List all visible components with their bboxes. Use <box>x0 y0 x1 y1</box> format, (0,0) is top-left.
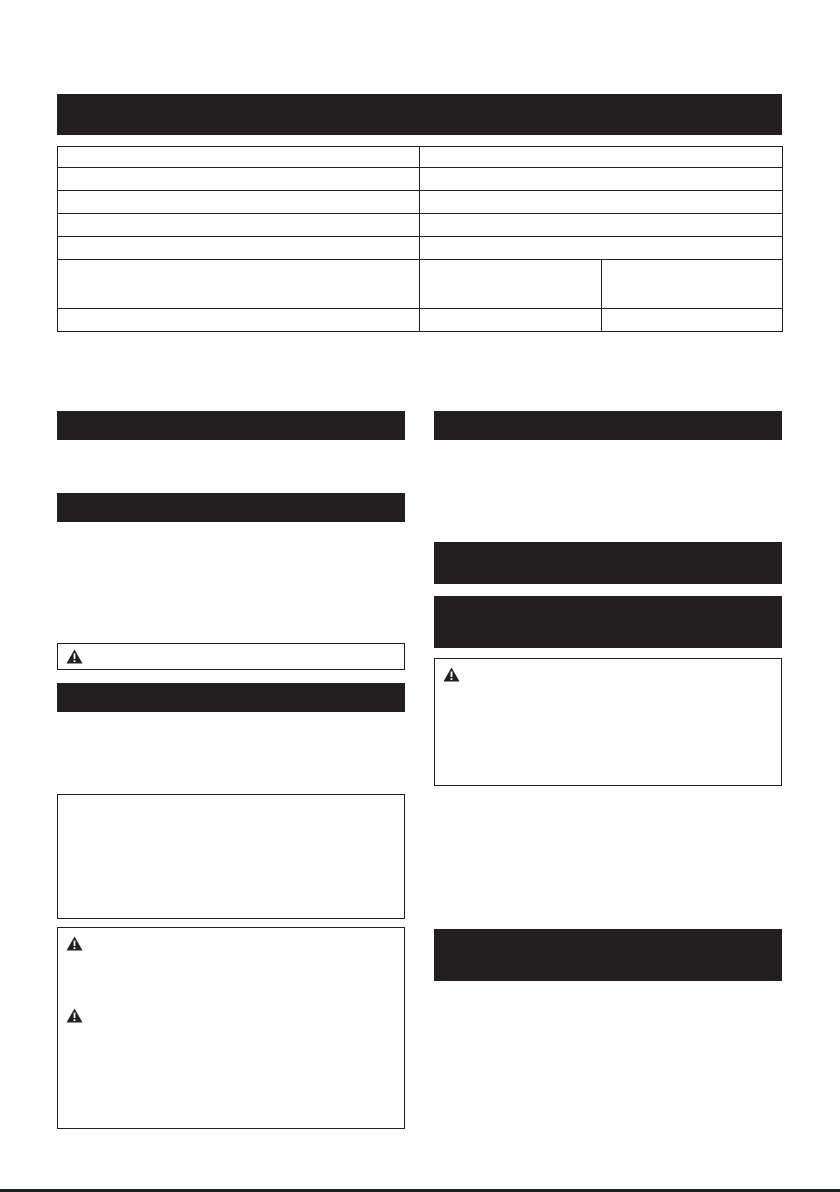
left-section-1-body <box>57 446 405 486</box>
spec-label <box>58 237 420 260</box>
right-section-1-body <box>434 446 782 534</box>
left-section-3-heading <box>57 683 405 712</box>
spec-value-a <box>420 260 602 309</box>
notice-box <box>57 794 405 919</box>
spec-label <box>58 260 420 309</box>
spec-value-b <box>602 260 783 309</box>
specifications-header <box>57 94 782 135</box>
table-row <box>58 147 783 168</box>
left-section-3-body <box>57 718 405 786</box>
left-section-2-body <box>57 528 405 634</box>
spec-value-a <box>420 309 602 332</box>
specifications-table <box>57 146 783 332</box>
left-section-1-heading <box>57 411 405 440</box>
spec-value <box>420 214 783 237</box>
right-section-3-heading <box>434 596 782 648</box>
right-section-2-heading <box>434 542 782 584</box>
spec-value-b <box>602 309 783 332</box>
warning-triangle-icon <box>66 649 83 664</box>
table-row <box>58 260 783 309</box>
spec-label <box>58 147 420 168</box>
spec-value <box>420 191 783 214</box>
table-row <box>58 168 783 191</box>
spec-value <box>420 168 783 191</box>
warning-triangle-icon <box>66 936 83 951</box>
right-warning-box <box>434 658 782 786</box>
table-row <box>58 214 783 237</box>
spec-label <box>58 214 420 237</box>
left-section-2-heading <box>57 493 405 522</box>
warning-triangle-icon <box>443 667 460 682</box>
right-section-4-heading <box>434 929 782 981</box>
spec-value <box>420 147 783 168</box>
spec-label <box>58 309 420 332</box>
table-row <box>58 309 783 332</box>
warning-box <box>57 927 405 1129</box>
spec-value <box>420 237 783 260</box>
spec-label <box>58 168 420 191</box>
warning-line-box <box>57 643 405 670</box>
warning-triangle-icon <box>66 1008 83 1023</box>
spec-label <box>58 191 420 214</box>
right-section-4-body <box>434 990 782 1130</box>
table-row <box>58 191 783 214</box>
table-row <box>58 237 783 260</box>
right-section-1-heading <box>434 411 782 440</box>
right-body-text <box>434 796 782 920</box>
